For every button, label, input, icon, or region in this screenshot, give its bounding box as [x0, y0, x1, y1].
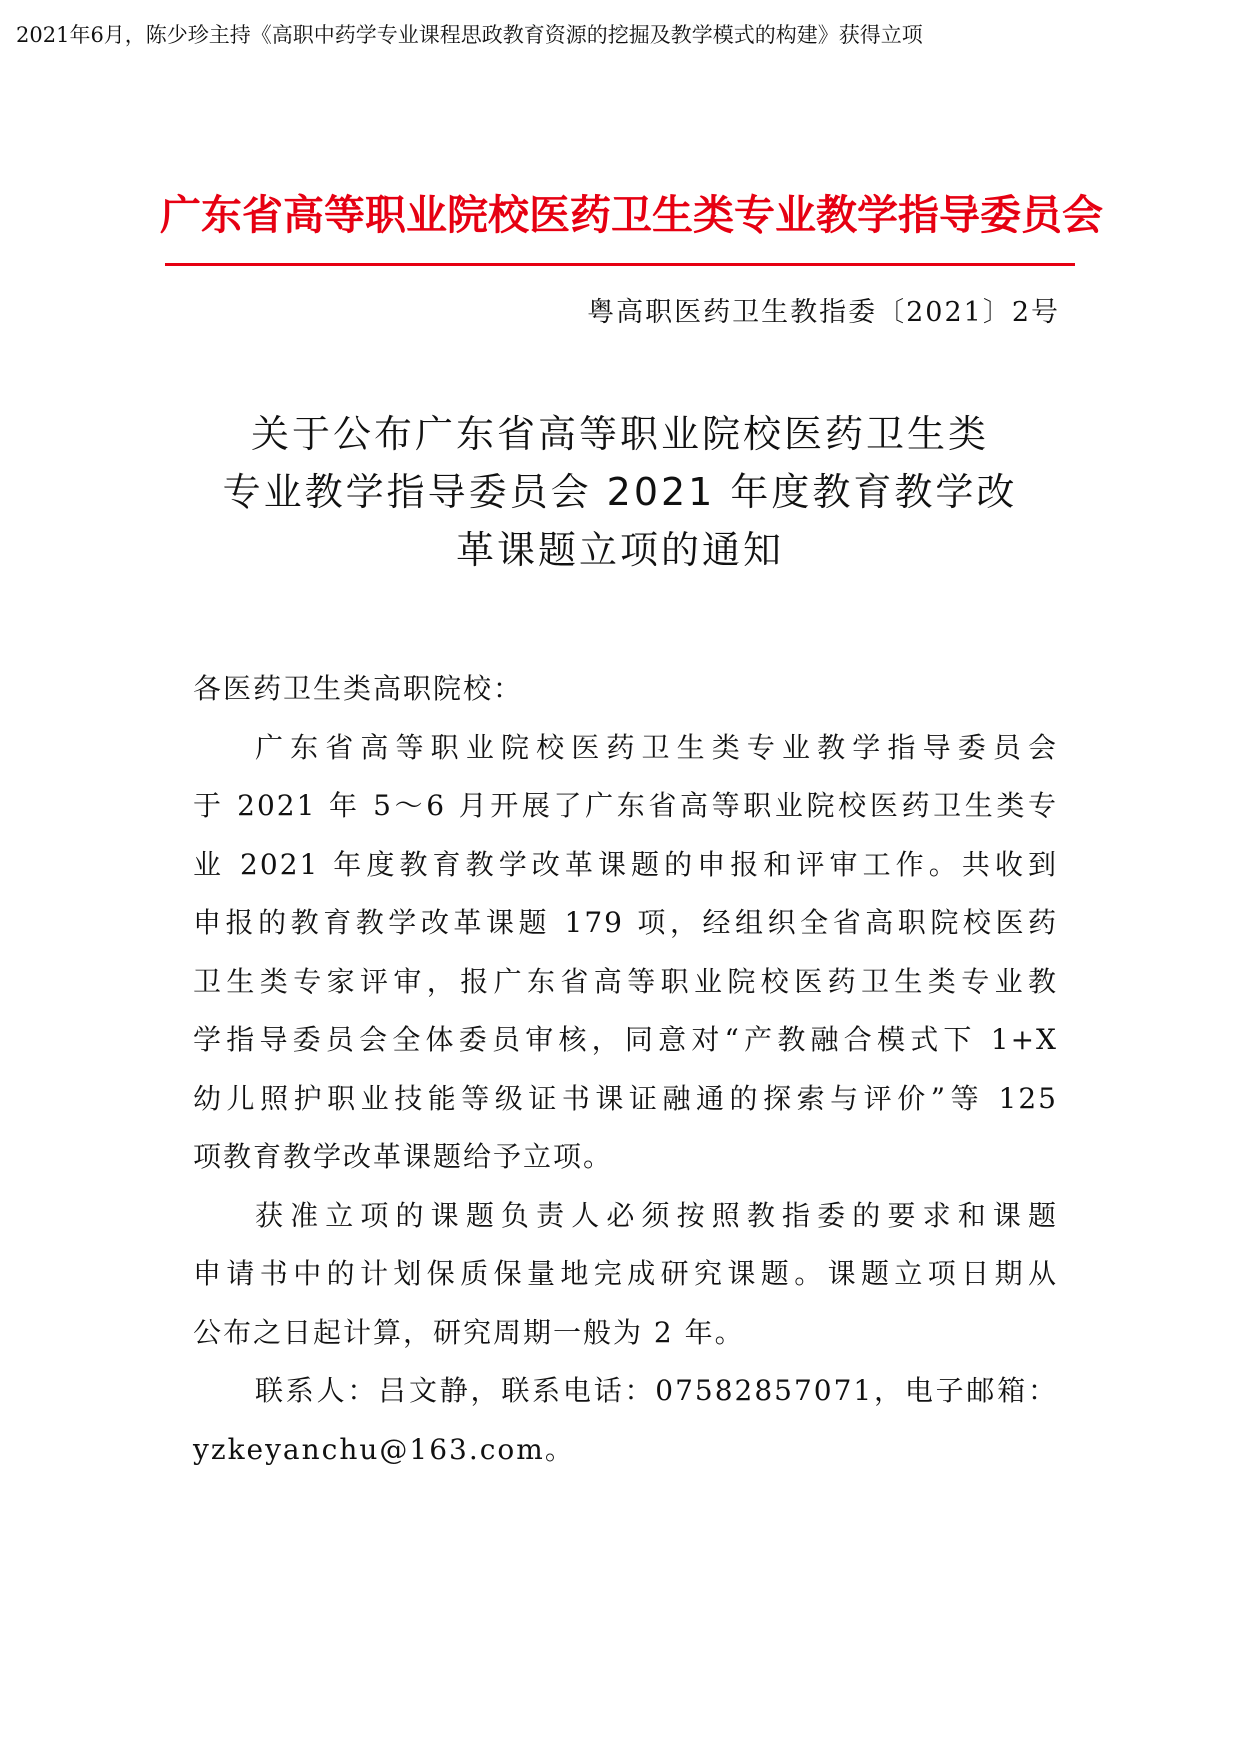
paragraph-line: 卫生类专家评审，报广东省高等职业院校医药卫生类专业教	[193, 964, 1058, 998]
paragraph-line: 申报的教育教学改革课题 179 项，经组织全省高职院校医药	[193, 906, 1058, 939]
contact-line: 联系人：吕文静，联系电话：07582857071，电子邮箱：	[255, 1374, 1058, 1407]
paragraph-line: 申请书中的计划保质保量地完成研究课题。课题立项日期从	[193, 1257, 1058, 1290]
document-title	[170, 405, 1070, 579]
paragraph-line: 项教育教学改革课题给予立项。	[193, 1140, 614, 1173]
paragraph-line: 公布之日起计算，研究周期一般为 2 年。	[193, 1315, 745, 1349]
title-line: 革课题立项的通知	[455, 528, 784, 572]
paragraph-announcement	[193, 719, 1058, 1187]
document-number: 粤高职医药卫生教指委〔2021〕2号	[587, 297, 1060, 328]
paragraph-line: 于 2021 年 5～6 月开展了广东省高等职业院校医药卫生类专	[193, 789, 1058, 822]
red-header-rule	[165, 263, 1075, 266]
salutation-text: 各医药卫生类高职院校：	[193, 672, 524, 705]
paragraph-contact	[193, 1362, 1058, 1479]
paragraph-line: 广东省高等职业院校医药卫生类专业教学指导委员会	[255, 730, 1058, 764]
salutation	[193, 660, 1058, 719]
issuing-organization-header: 广东省高等职业院校医药卫生类专业教学指导委员会	[160, 191, 1103, 239]
paragraph-line: 业 2021 年度教育教学改革课题的申报和评审工作。共收到	[193, 847, 1058, 881]
document-body	[193, 660, 1058, 1479]
image-caption: 2021年6月，陈少珍主持《高职中药学专业课程思政教育资源的挖掘及教学模式的构建》获得立项	[16, 23, 923, 47]
title-line: 关于公布广东省高等职业院校医药卫生类	[250, 412, 989, 456]
contact-email: yzkeyanchu@163.com。	[193, 1432, 575, 1466]
paragraph-requirements	[193, 1187, 1058, 1363]
paragraph-line: 获准立项的课题负责人必须按照教指委的要求和课题	[255, 1198, 1058, 1232]
title-line: 专业教学指导委员会 2021 年度教育教学改	[222, 470, 1018, 514]
paragraph-line: 幼儿照护职业技能等级证书课证融通的探索与评价”等 125	[193, 1081, 1058, 1115]
paragraph-line: 学指导委员会全体委员审核，同意对“产教融合模式下 1+X	[193, 1023, 1058, 1056]
